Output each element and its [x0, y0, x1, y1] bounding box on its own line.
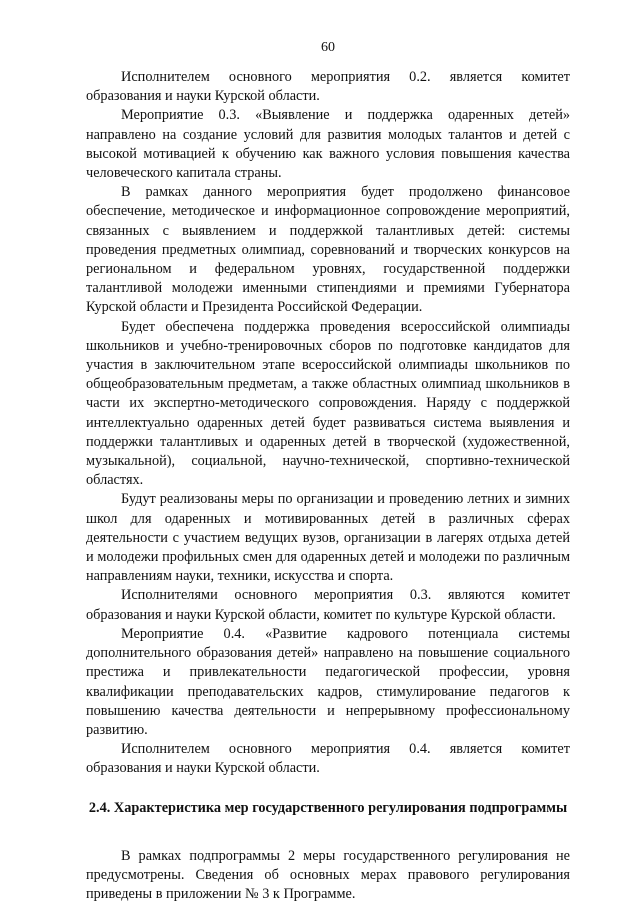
- paragraph-measure-0-3-support: В рамках данного мероприятия будет продолжено финансовое обеспечение, методическое и информационное сопровождение мероприятий, связанных с выявлением и поддержкой талантливых детей: системы проведения предметных олимпиад, соревнований и творческих конкурсов на региональном и федеральном уровнях, государственной поддержки талантливой молодежи именными стипендиями и премиями Губернатора Курской области и Президента Российской Федерации.: [86, 184, 570, 316]
- paragraph-summer-winter-schools: Будут реализованы меры по организации и проведению летних и зимних школ для одаренных и мотивированных детей в различных сферах деятельности с участием ведущих вузов, организации в лагерях отдыха детей и молодежи профильных смен для одаренных детей и молодежи по различным направлениям науки, техники, искусства и спорта.: [86, 491, 570, 585]
- page-number: 60: [321, 40, 335, 55]
- paragraph-executor-0-4: Исполнителем основного мероприятия 0.4. является комитет образования и науки Курской области.: [86, 741, 570, 777]
- section-heading: 2.4. Характеристика мер государственного регулирования подпрограммы: [88, 799, 568, 816]
- paragraph-regulation-measures: В рамках подпрограммы 2 меры государственного регулирования не предусмотрены. Сведения об основных мерах правового регулирования приведены в приложении № 3 к Программе.: [86, 847, 570, 902]
- paragraph-executor-0-2: Исполнителем основного мероприятия 0.2. является комитет образования и науки Курской области.: [86, 69, 570, 105]
- paragraph-measure-0-4: Мероприятие 0.4. «Развитие кадрового потенциала системы дополнительного образования детей» направлено на повышение социального престижа и привлекательности педагогической профессии, уровня квалификации преподавательских кадров, стимулирование педагогов к повышению качества деятельности и непрерывному профессиональному развитию.: [86, 625, 570, 738]
- paragraph-olympiad-support: Будет обеспечена поддержка проведения всероссийской олимпиады школьников и учебно-тренировочных сборов по подготовке кандидатов для участия в заключительном этапе всероссийской олимпиады школьников по общеобразовательным предметам, а также областных олимпиад школьников в части их экспертно-методического сопровождения. Наряду с поддержкой интеллектуально одаренных детей будет развиваться система выявления и поддержки талантливых и одаренных детей в творческой (художественной, музыкальной), социальной, научно-технической, спортивно-технической областях.: [86, 318, 570, 489]
- paragraph-measure-0-3: Мероприятие 0.3. «Выявление и поддержка одаренных детей» направлено на создание условий для развития молодых талантов и детей с высокой мотивацией к обучению как важного условия повышения качества человеческого капитала страны.: [86, 107, 570, 182]
- paragraph-executors-0-3: Исполнителями основного мероприятия 0.3. являются комитет образования и науки Курской области, комитет по культуре Курской области.: [86, 587, 570, 623]
- document-page: [86, 40, 570, 904]
